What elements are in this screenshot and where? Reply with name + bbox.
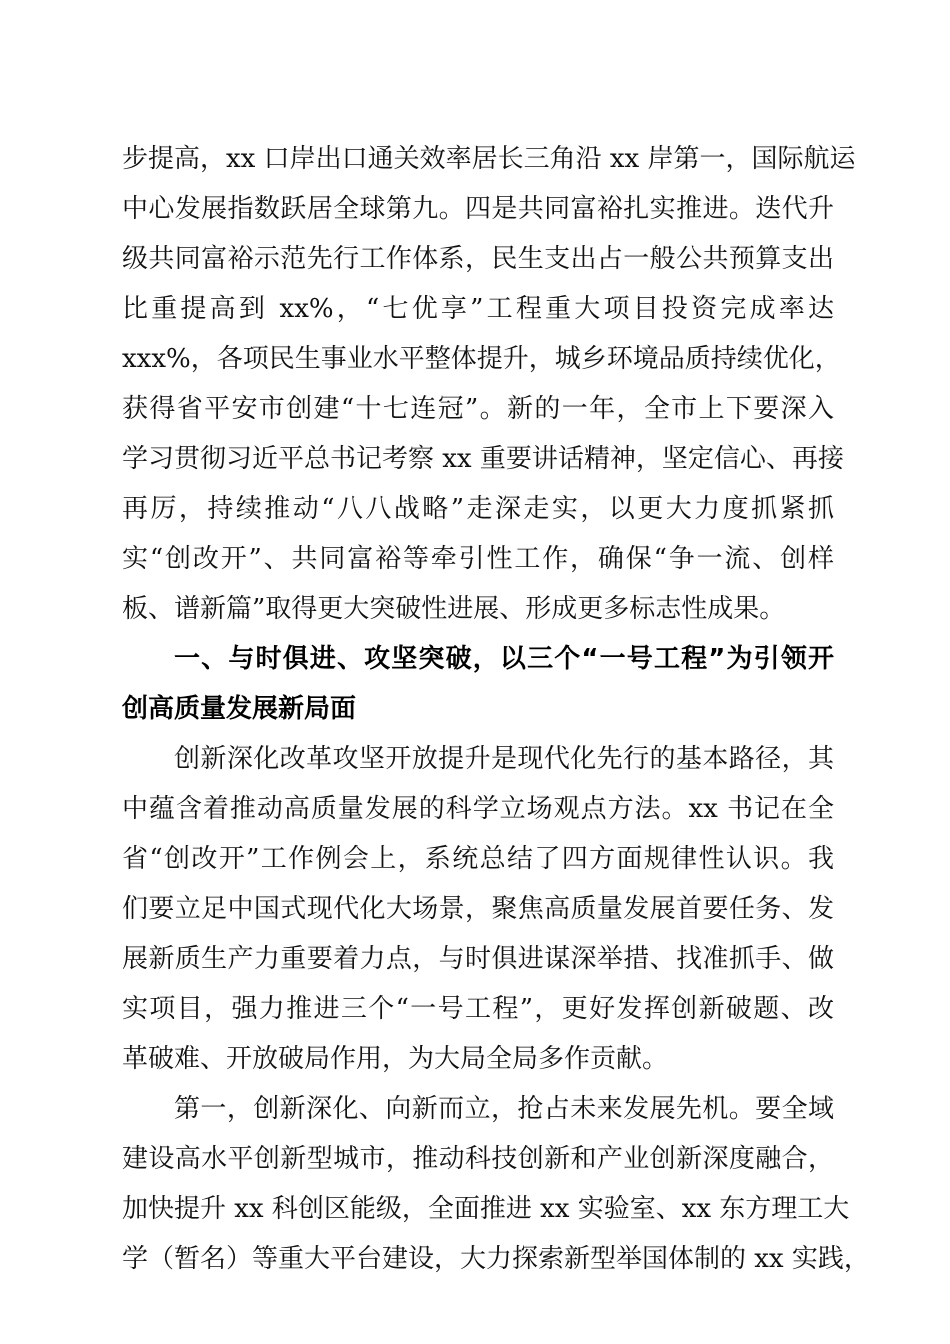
text-line: 学（暂名）等重大平台建设，大力探索新型举国体制的 xx 实践，	[122, 1244, 870, 1274]
text-line: 建设高水平创新型城市，推动科技创新和产业创新深度融合，	[122, 1144, 834, 1174]
text-line: 第一，创新深化、向新而立，抢占未来发展先机。要全域	[174, 1094, 834, 1124]
text-line: 板、谱新篇”取得更大突破性进展、形成更多标志性成果。	[122, 594, 786, 624]
text-line: 加快提升 xx 科创区能级，全面推进 xx 实验室、xx 东方理工大	[122, 1194, 850, 1224]
text-line: 步提高，xx 口岸出口通关效率居长三角沿 xx 岸第一，国际航运	[122, 144, 856, 174]
text-line: 实“创改开”、共同富裕等牵引性工作，确保“争一流、创样	[122, 544, 834, 574]
text-line: 比重提高到 xx%，“七优享”工程重大项目投资完成率达	[122, 294, 834, 324]
section-heading: 一、与时俱进、攻坚突破，以三个“一号工程”为引领开	[174, 644, 834, 674]
text-line: 创新深化改革攻坚开放提升是现代化先行的基本路径，其	[174, 744, 834, 774]
text-line: 省“创改开”工作例会上，系统总结了四方面规律性认识。我	[122, 844, 834, 874]
section-heading: 创高质量发展新局面	[122, 694, 357, 724]
text-line: 级共同富裕示范先行工作体系，民生支出占一般公共预算支出	[122, 244, 834, 274]
text-line: xxx%，各项民生事业水平整体提升，城乡环境品质持续优化，	[122, 344, 841, 374]
text-line: 实项目，强力推进三个“一号工程”，更好发挥创新破题、改	[122, 994, 834, 1024]
text-line: 再厉，持续推动“八八战略”走深走实，以更大力度抓紧抓	[122, 494, 834, 524]
text-line: 革破难、开放破局作用，为大局全局多作贡献。	[122, 1044, 669, 1074]
text-line: 获得省平安市创建“十七连冠”。新的一年，全市上下要深入	[122, 394, 834, 424]
text-line: 学习贯彻习近平总书记考察 xx 重要讲话精神，坚定信心、再接	[122, 444, 844, 474]
text-line: 中心发展指数跃居全球第九。四是共同富裕扎实推进。迭代升	[122, 194, 834, 224]
text-line: 展新质生产力重要着力点，与时俱进谋深举措、找准抓手、做	[122, 944, 834, 974]
text-line: 们要立足中国式现代化大场景，聚焦高质量发展首要任务、发	[122, 894, 834, 924]
text-line: 中蕴含着推动高质量发展的科学立场观点方法。xx 书记在全	[122, 794, 834, 824]
